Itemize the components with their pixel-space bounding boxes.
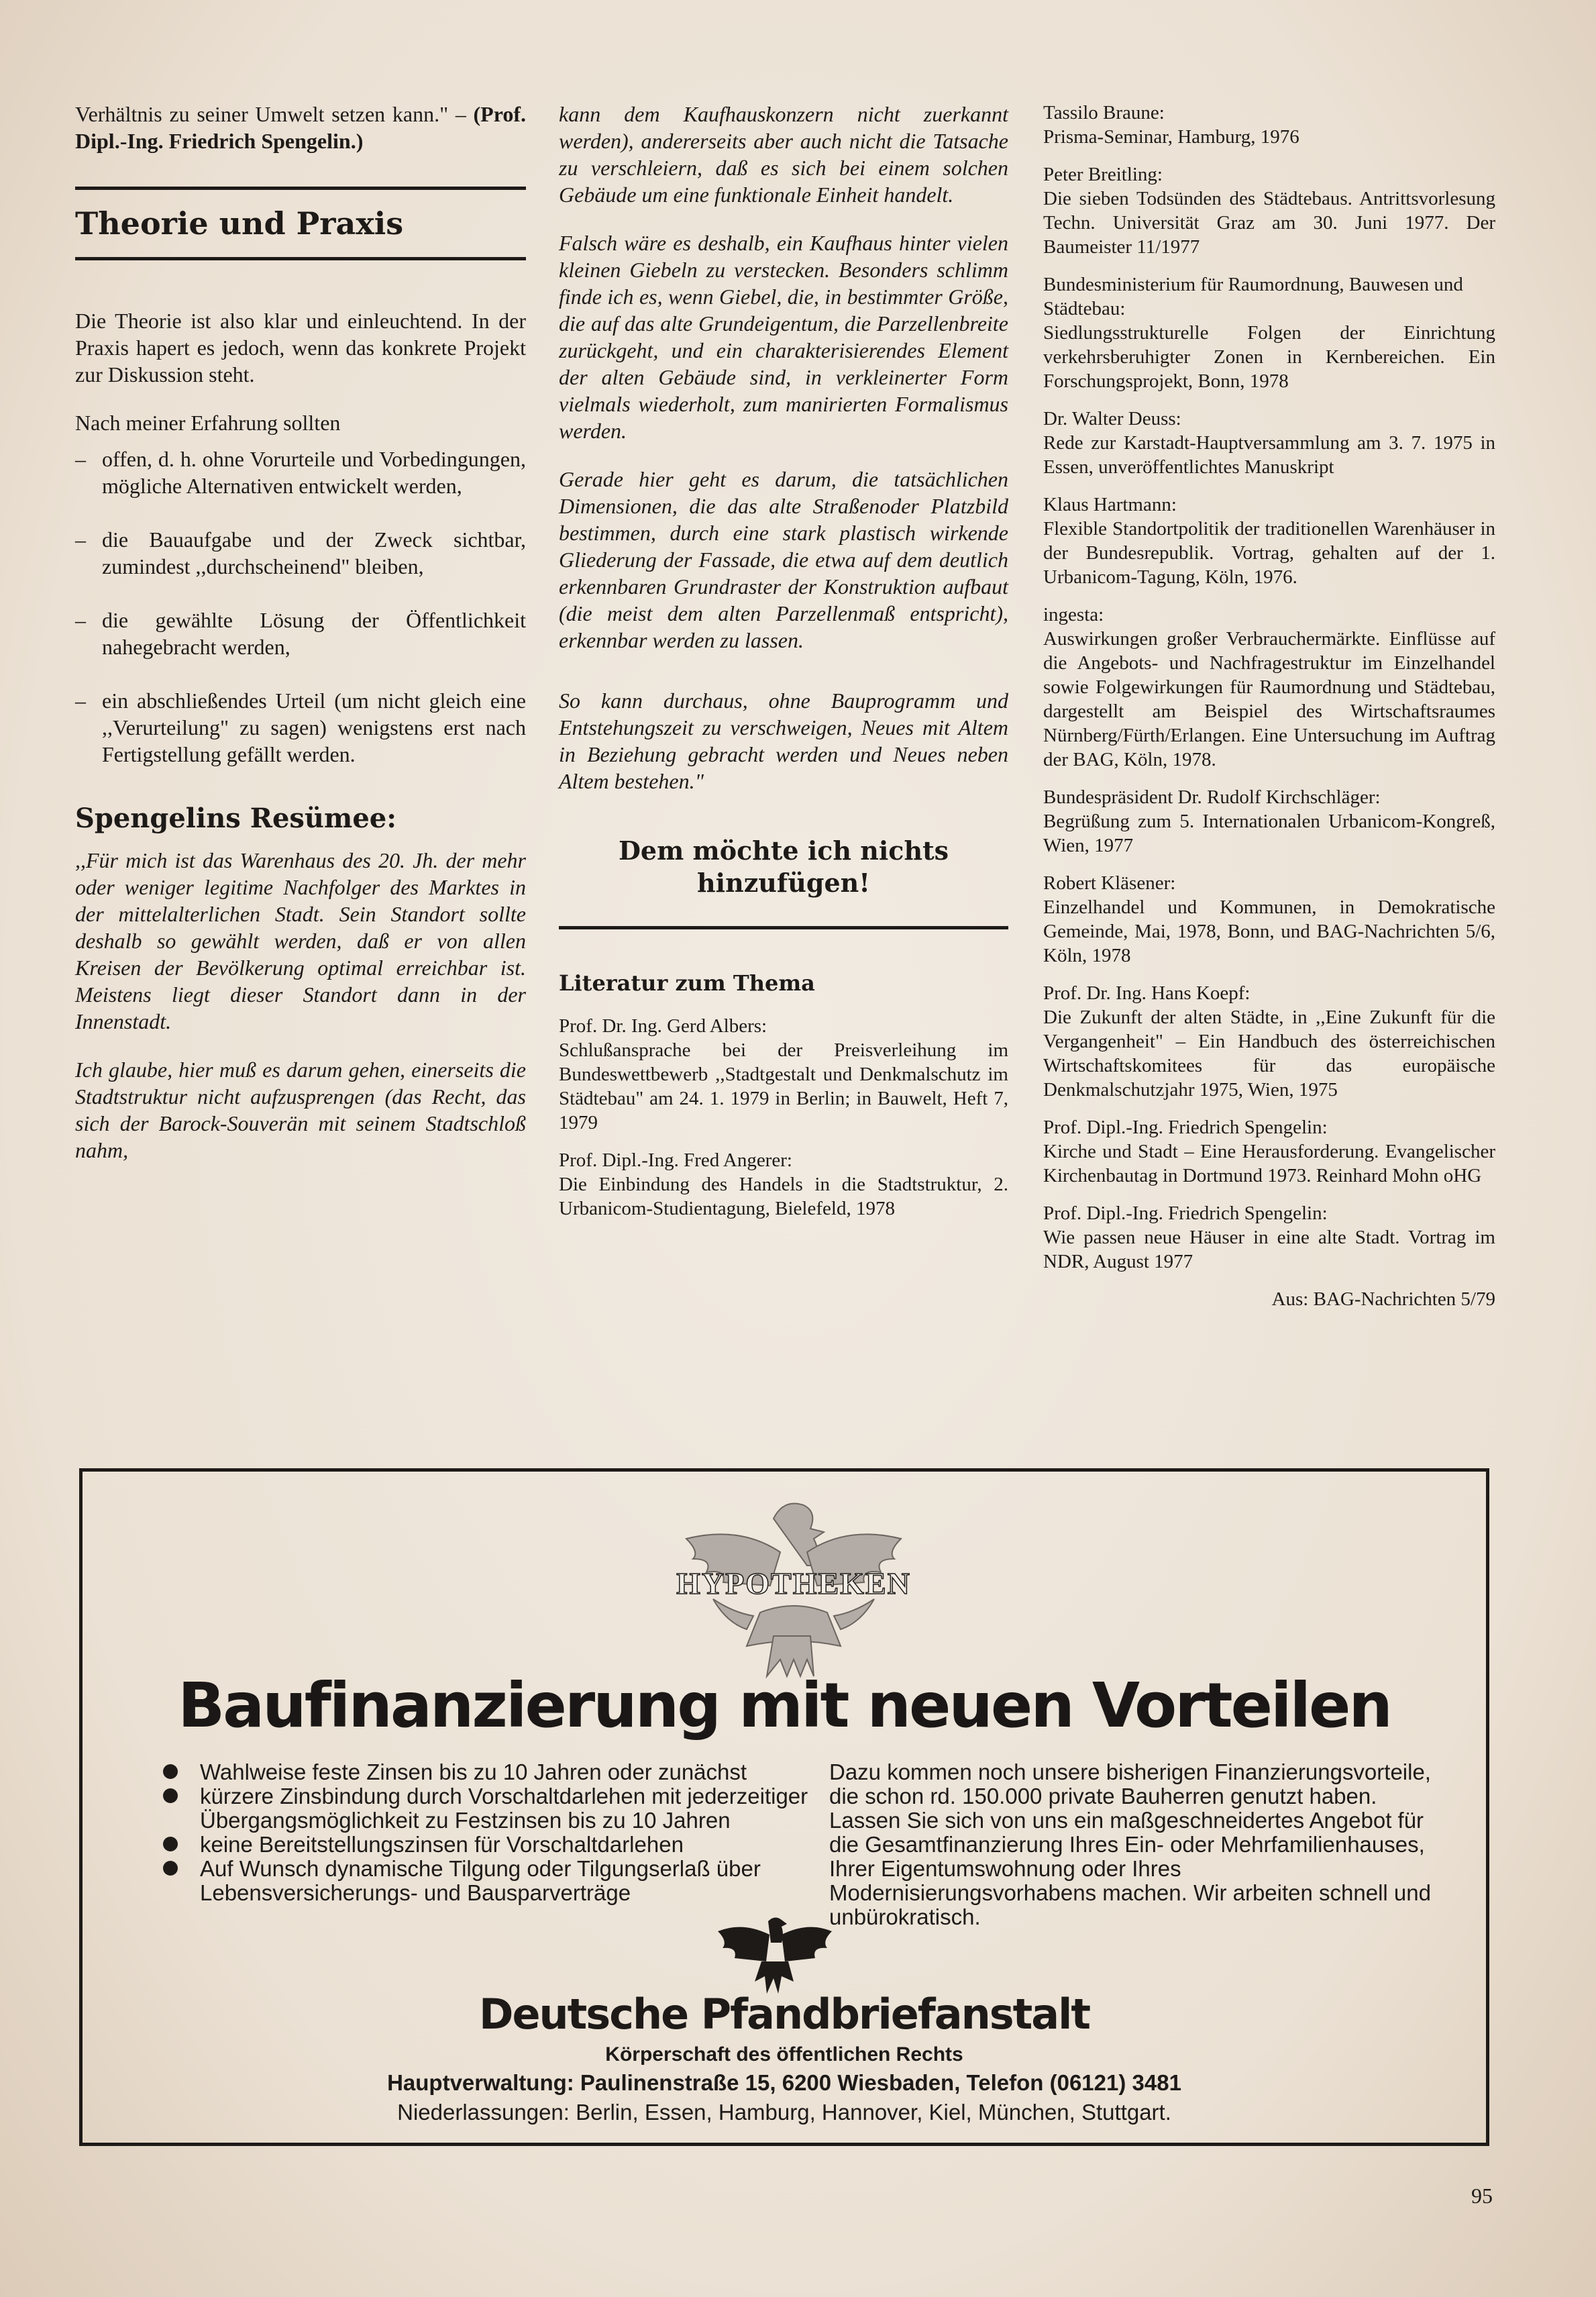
reference (1043, 785, 1495, 858)
ad-bullet-list (163, 1760, 834, 1905)
source-note: Aus: BAG-Nachrichten 5/79 (1271, 1288, 1495, 1310)
reference-text: Die sieben Todsünden des Städtebaus. Antrittsvorlesung Techn. Universität Graz am 30. Juni 1977. Der Baumeister 11/1977 (1043, 188, 1495, 258)
quote-paragraph: Ich glaube, hier muß es darum gehen, einerseits die Stadtstruktur nicht aufzusprengen (das Recht, das sich der Barock-Souverän mit seinem Stadtschloß nahm, (75, 1058, 526, 1162)
quote-paragraph: So kann durchaus, ohne Bauprogramm und Entstehungszeit zu verschweigen, Neues mit Altem in Beziehung gebracht werden und Neues neben Altem bestehen." (559, 688, 1008, 793)
bullet-dot (163, 1788, 178, 1803)
hypotheken-label: HYPOTHEKEN (676, 1566, 911, 1600)
ad-bullet (163, 1784, 834, 1833)
ad-bullet (163, 1833, 834, 1857)
ad-body-text: Dazu kommen noch unsere bisherigen Finanzierungsvorteile, die schon rd. 150.000 private Bauherren genutzt haben. Lassen Sie sich von uns ein maßgeschneidertes Angebot für die Gesamtfinanzierung Ihres Ein- oder Mehrfamilienhauses, Ihrer Eigentumswohnung oder Ihres Modernisierungsvorhabens machen. Wir arbeiten schnell und unbürokratisch. (829, 1759, 1431, 1929)
company-headquarters: Hauptverwaltung: Paulinenstraße 15, 6200 Wiesbaden, Telefon (06121) 3481 (387, 2070, 1181, 2095)
reference (1043, 493, 1495, 589)
reference-author: Bundespräsident Dr. Rudolf Kirchschläger: (1043, 786, 1381, 808)
reference-text: Prisma-Seminar, Hamburg, 1976 (1043, 126, 1299, 148)
list-item-text: die gewählte Lösung der Öffentlichkeit nahegebracht werden, (102, 608, 526, 659)
reference-text: Begrüßung zum 5. Internationalen Urbanicom-Kongreß, Wien, 1977 (1043, 811, 1495, 856)
rule-top (75, 187, 526, 190)
reference (1043, 162, 1495, 259)
advertisement (79, 1468, 1489, 2146)
reference-text: Schlußansprache bei der Preisverleihung im Bundeswettbewerb ,,Stadtgestalt und Denkmalschutz im Städtebau" am 24. 1. 1979 in Berlin; in Bauwelt, Heft 7, 1979 (559, 1039, 1008, 1133)
reference-author: Robert Kläsener: (1043, 872, 1176, 894)
column-3 (1043, 101, 1495, 1311)
list-item-text: die Bauaufgabe und der Zweck sichtbar, zumindest ,,durchscheinend" bleiben, (102, 527, 526, 578)
company-branches: Niederlassungen: Berlin, Essen, Hamburg, Hannover, Kiel, München, Stuttgart. (397, 2100, 1171, 2125)
closing-statement: Dem möchte ich nichts hinzufügen! (618, 835, 949, 898)
paragraph: Nach meiner Erfahrung sollten (75, 411, 341, 435)
column-1 (75, 101, 526, 1185)
section-title: Theorie und Praxis (75, 205, 404, 242)
intro-attribution: (Prof. Dipl.-Ing. Friedrich Spengelin.) (75, 102, 526, 153)
reference (1043, 272, 1495, 393)
reference-text: Auswirkungen großer Verbrauchermärkte. Einflüsse auf die Angebots- und Nachfragestruktur im Einzelhandel sowie Folgewirkungen für Raumordnung und Städtebau, dargestellt am Beispiel des Wirtschaftsraumes Nürnberg/Fürth/Erlangen. Eine Untersuchung im Auftrag der BAG, Köln, 1978. (1043, 628, 1495, 770)
reference (1043, 1201, 1495, 1274)
quote-paragraph: kann dem Kaufhauskonzern nicht zuerkannt werden), andererseits aber auch nicht die Tatsache zu verschleiern, daß es sich bei einem solchen Gebäude um eine funktionale Einheit handelt. (559, 102, 1008, 207)
reference-text: Kirche und Stadt – Eine Herausforderung. Evangelischer Kirchenbautag in Dortmund 1973. Reinhard Mohn oHG (1043, 1141, 1495, 1186)
intro-text (75, 101, 526, 154)
company-subtitle: Körperschaft des öffentlichen Rechts (605, 2043, 963, 2065)
list-item-text: ein abschließendes Urteil (um nicht gleich eine ,,Verurteilung" zu sagen) wenigstens erst nach Fertigstellung gefällt werden. (102, 688, 526, 766)
ad-bullet-text: Auf Wunsch dynamische Tilgung oder Tilgungserlaß über Lebensversicherungs- und Bausparverträge (200, 1856, 761, 1905)
bullet-dot (163, 1837, 178, 1851)
list-item: – offen, d. h. ohne Vorurteile und Vorbedingungen, mögliche Alternativen entwickelt werden, (75, 447, 526, 498)
reference-author: Prof. Dipl.-Ing. Fred Angerer: (559, 1150, 792, 1171)
quote-paragraph: Gerade hier geht es darum, die tatsächlichen Dimensionen, die das alte Straßenoder Platzbild bestimmen, durch eine stark plastisch wirkende Gliederung der Fassade, die etwa auf dem deutlich erkennbaren Grundraster der Konstruktion aufbaut (die meist dem alten Parzellenmaß entspricht), erkennbar werden zu lassen. (559, 467, 1008, 652)
ad-headline: Baufinanzierung mit neuen Vorteilen (178, 1670, 1391, 1741)
rule (559, 926, 1008, 929)
ad-bullet-text: kürzere Zinsbindung durch Vorschaltdarlehen mit jederzeitiger Übergangsmöglichkeit zu Festzinsen bis zu 10 Jahren (200, 1784, 808, 1833)
quote-paragraph: Falsch wäre es deshalb, ein Kaufhaus hinter vielen kleinen Giebeln zu verstecken. Besonders schlimm finde ich es, wenn Giebel, die, in bestimmter Größe, die auf das alte Grundeigentum, die Parzellenbreite zurückgeht, und ein charakterisierendes Element der alten Gebäude sind, in verkleinerter Form vielmals wiederholt, zum manirierten Formalismus werden. (559, 231, 1008, 443)
literature-title: Literatur zum Thema (559, 970, 815, 996)
reference (1043, 101, 1495, 149)
reference-author: Prof. Dr. Ing. Gerd Albers: (559, 1015, 767, 1037)
reference (1043, 981, 1495, 1102)
ad-bullet (163, 1760, 834, 1784)
intro-plain: Verhältnis zu seiner Umwelt setzen kann." – (75, 102, 474, 126)
reference-text: Wie passen neue Häuser in eine alte Stadt. Vortrag im NDR, August 1977 (1043, 1227, 1495, 1272)
list-item: – die gewählte Lösung der Öffentlichkeit nahegebracht werden, (75, 608, 526, 659)
ad-bullet (163, 1857, 834, 1905)
ad-bullet-text: Wahlweise feste Zinsen bis zu 10 Jahren oder zunächst (200, 1759, 747, 1784)
company-name: Deutsche Pfandbriefanstalt (479, 1990, 1089, 2039)
reference (559, 1148, 1008, 1221)
bullet-dot (163, 1861, 178, 1876)
list-item-text: offen, d. h. ohne Vorurteile und Vorbedingungen, mögliche Alternativen entwickelt werden, (102, 447, 526, 498)
reference-author: Dr. Walter Deuss: (1043, 408, 1181, 429)
reference-author: ingesta: (1043, 604, 1104, 625)
reference (1043, 407, 1495, 479)
reference-author: Bundesministerium für Raumordnung, Bauwesen und Städtebau: (1043, 274, 1463, 319)
reference-author: Tassilo Braune: (1043, 102, 1165, 123)
small-eagle-icon (714, 1915, 835, 1995)
reference-text: Siedlungsstrukturelle Folgen der Einrichtung verkehrsberuhigter Zonen in Kernbereichen. Ein Forschungsprojekt, Bonn, 1978 (1043, 322, 1495, 392)
bullet-dot (163, 1764, 178, 1779)
reference-author: Prof. Dr. Ing. Hans Koepf: (1043, 982, 1251, 1004)
rule-bottom (75, 257, 526, 260)
list-item: – die Bauaufgabe und der Zweck sichtbar, zumindest ,,durchscheinend" bleiben, (75, 527, 526, 578)
reference (559, 1014, 1008, 1135)
reference-text: Die Einbindung des Handels in die Stadtstruktur, 2. Urbanicom-Studientagung, Bielefeld, 1978 (559, 1174, 1008, 1219)
reference (1043, 871, 1495, 968)
reference-text: Die Zukunft der alten Städte, in ,,Eine Zukunft für die Vergangenheit" – Ein Handbuch des österreichischen Wirtschaftskomitees für das europäische Denkmalschutzjahr 1975, Wien, 1975 (1043, 1007, 1495, 1101)
reference-author: Peter Breitling: (1043, 164, 1163, 185)
list-item: – ein abschließendes Urteil (um nicht gleich eine ,,Verurteilung" zu sagen) wenigstens erst nach Fertigstellung gefällt werden. (75, 688, 526, 766)
reference-author: Prof. Dipl.-Ing. Friedrich Spengelin: (1043, 1203, 1328, 1224)
reference-author: Klaus Hartmann: (1043, 494, 1177, 515)
reference (1043, 1115, 1495, 1188)
page-number: 95 (1471, 2184, 1493, 2208)
subtitle: Spengelins Resümee: (75, 803, 397, 834)
reference-text: Rede zur Karstadt-Hauptversammlung am 3. 7. 1975 in Essen, unveröffentlichtes Manuskript (1043, 432, 1495, 478)
reference-text: Einzelhandel und Kommunen, in Demokratische Gemeinde, Mai, 1978, Bonn, und BAG-Nachrichten 5/6, Köln, 1978 (1043, 897, 1495, 966)
reference-text: Flexible Standortpolitik der traditionellen Warenhäuser in der Bundesrepublik. Vortrag, gehalten auf der 1. Urbanicom-Tagung, Köln, 1976. (1043, 518, 1495, 588)
column-2 (559, 101, 1008, 1234)
reference-author: Prof. Dipl.-Ing. Friedrich Spengelin: (1043, 1117, 1328, 1138)
quote-paragraph: ,,Für mich ist das Warenhaus des 20. Jh. der mehr oder weniger legitime Nachfolger des Marktes in der mittelalterlichen Stadt. Sein Standort sollte deshalb so gewählt werden, daß er von allen Kreisen der Bevölkerung optimal erreichbar ist. Meistens liegt dieser Standort dann in der Innenstadt. (75, 848, 526, 1033)
reference (1043, 603, 1495, 772)
ad-bullet-text: keine Bereitstellungszinsen für Vorschaltdarlehen (200, 1832, 684, 1857)
paragraph: Die Theorie ist also klar und einleuchtend. In der Praxis hapert es jedoch, wenn das konkrete Projekt zur Diskussion steht. (75, 309, 526, 387)
